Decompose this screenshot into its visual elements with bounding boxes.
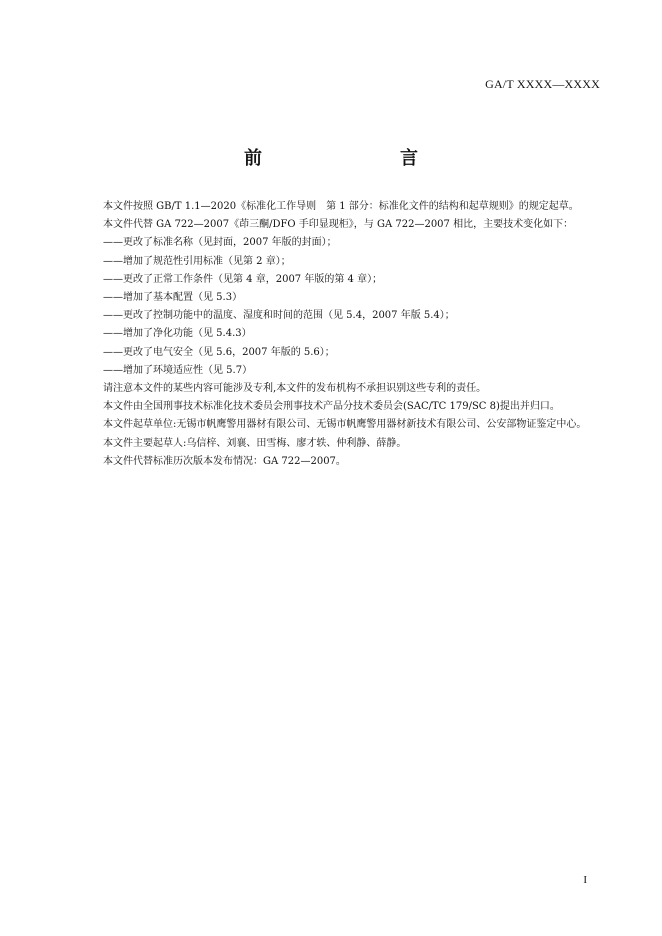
paragraph-drafting-rules: 本文件按照 GB/T 1.1—2020《标准化工作导则 第 1 部分：标准化文件的结构和起草规则》的规定起草。 [103, 201, 579, 212]
page-title: 前 言 [244, 148, 452, 169]
paragraph-drafters: 本文件主要起草人:乌信梓、刘襄、田雪梅、廖才轶、仲利静、薛静。 [103, 437, 407, 449]
change-item: ——增加了环境适应性（见 5.7） [103, 364, 253, 376]
paragraph-proposer: 本文件由全国刑事技术标准化技术委员会刑事技术产品分技术委员会(SAC/TC 179/SC 8)提出并归口。 [103, 401, 560, 413]
change-item: ——增加了规范性引用标准（见第 2 章）； [103, 255, 291, 267]
change-item: ——更改了电气安全（见 5.6，2007 年版的 5.6）； [103, 346, 335, 358]
change-item: ——更改了控制功能中的温度、湿度和时间的范围（见 5.4，2007 年版 5.4）； [103, 310, 455, 322]
change-item: ——更改了正常工作条件（见第 4 章，2007 年版的第 4 章）； [103, 273, 383, 285]
change-item: ——增加了基本配置（见 5.3） [103, 292, 243, 304]
paragraph-version-history: 本文件代替标准历次版本发布情况：GA 722—2007。 [103, 455, 346, 467]
foreword-body [82, 198, 602, 471]
paragraph-drafting-units: 本文件起草单位:无锡市帆鹰警用器材有限公司、无锡市帆鹰警用器材新技术有限公司、公安部物证鉴定中心。 [103, 419, 587, 431]
standard-code-header: GA/T XXXX—XXXX [485, 77, 600, 91]
change-item: ——更改了标准名称（见封面，2007 年版的封面）； [103, 237, 337, 249]
page-number: I [583, 874, 587, 886]
paragraph-replacement: 本文件代替 GA 722—2007《茚三酮/DFO 手印显现柜》，与 GA 722—2007 相比，主要技术变化如下： [103, 219, 574, 231]
paragraph-patent-notice: 请注意本文件的某些内容可能涉及专利,本文件的发布机构不承担识别这些专利的责任。 [103, 383, 487, 395]
change-item: ——增加了净化功能（见 5.4.3） [103, 328, 252, 340]
